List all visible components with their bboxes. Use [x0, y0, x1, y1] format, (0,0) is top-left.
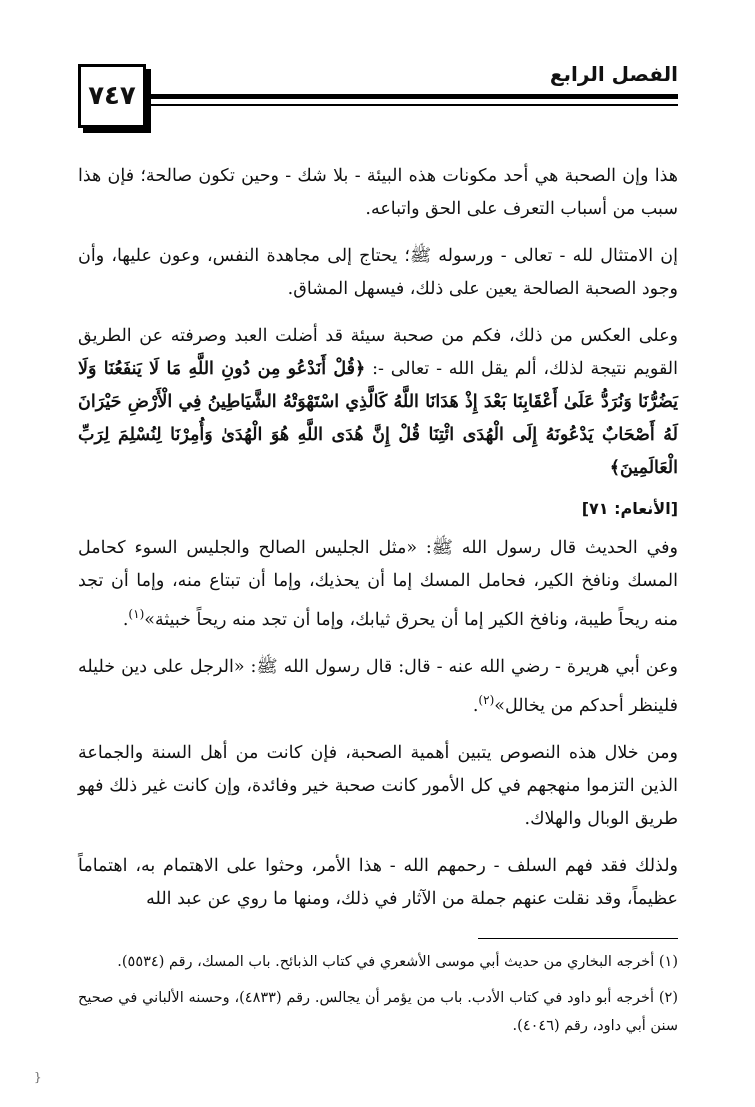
paragraph-4	[78, 532, 678, 637]
footnote-1: (١) أخرجه البخاري من حديث أبي موسى الأشعري في كتاب الذبائح. باب المسك، رقم (٥٥٣٤).	[117, 954, 678, 970]
margin-mark: }	[34, 1070, 42, 1084]
paragraph-5-text: وعن أبي هريرة - رضي الله عنه - قال: قال رسول الله ﷺ: «الرجل على دين خليله فلينظر أحدكم من يخالل»	[78, 656, 678, 716]
paragraph-5-end: .	[472, 695, 479, 716]
paragraph-7: ولذلك فقد فهم السلف - رحمهم الله - هذا الأمر، وحثوا على الاهتمام به، اهتماماً عظيماً، وقد نقلت عنهم جملة من الآثار في ذلك، ومنها ما روي عن عبد الله	[78, 855, 678, 909]
paragraph-5	[78, 651, 678, 723]
quran-reference: [الأنعام: ٧١]	[581, 499, 678, 518]
paragraph-6: ومن خلال هذه النصوص يتبين أهمية الصحبة، فإن كانت من أهل السنة والجماعة الذين التزموا منهجهم في كل الأمور كانت صحبة خير وفائدة، وإن كانت غير ذلك فهو طريق الوبال والهلاك.	[78, 742, 678, 829]
quran-verse: ﴿قُلْ أَنَدْعُو مِن دُونِ اللَّهِ مَا لَا يَنفَعُنَا وَلَا يَضُرُّنَا وَنُرَدُّ عَلَىٰ أَعْقَابِنَا بَعْدَ إِذْ هَدَانَا اللَّهُ كَالَّذِي اسْتَهْوَتْهُ الشَّيَاطِينُ فِي الْأَرْضِ حَيْرَانَ لَهُ أَصْحَابٌ يَدْعُونَهُ إِلَى الْهُدَى ائْتِنَا قُلْ إِنَّ هُدَى اللَّهِ هُوَ الْهُدَىٰ وَأُمِرْنَا لِنُسْلِمَ لِرَبِّ الْعَالَمِينَ﴾	[78, 359, 678, 478]
paragraph-3	[78, 320, 678, 485]
paragraph-4-text: وفي الحديث قال رسول الله ﷺ: «مثل الجليس الصالح والجليس السوء كحامل المسك ونافخ الكير، فحامل المسك إما أن يحذيك، وإما أن تبتاع منه، وإما أن تجد منه ريحاً طيبة، ونافخ الكير إما أن يحرق ثيابك، وإما أن تجد منه ريحاً خبيثة»	[78, 538, 678, 630]
paragraph-4-end: .	[122, 609, 129, 630]
footnote-separator	[478, 938, 678, 939]
page-header	[78, 58, 678, 133]
paragraph-2: إن الامتثال لله - تعالى - ورسوله ﷺ؛ يحتاج إلى مجاهدة النفس، وعون عليها، وأن وجود الصحبة الصالحة يعين على ذلك، فيسهل المشاق.	[78, 246, 678, 299]
header-rule-thin	[148, 104, 678, 106]
page-number: ٧٤٧	[78, 64, 146, 128]
paragraph-1: هذا وإن الصحبة هي أحد مكونات هذه البيئة - بلا شك - وحين تكون صالحة؛ فإن هذا سبب من أسباب التعرف على الحق واتباعه.	[78, 166, 678, 219]
footnotes	[78, 948, 678, 1048]
footnote-marker-2[interactable]: (٢)	[478, 692, 495, 707]
body-text	[78, 160, 678, 930]
chapter-title: الفصل الرابع	[549, 62, 678, 86]
header-rule-thick	[148, 94, 678, 99]
footnote-marker-1[interactable]: (١)	[128, 607, 145, 621]
paragraph-3-text: وعلى العكس من ذلك، فكم من صحبة سيئة قد أضلت العبد وصرفته عن الطريق القويم نتيجة لذلك، ألم يقل الله - تعالى -:	[78, 326, 678, 379]
footnote-2: (٢) أخرجه أبو داود في كتاب الأدب. باب من يؤمر أن يجالس. رقم (٤٨٣٣)، وحسنه الألباني في صحيح سنن أبي داود، رقم (٤٠٤٦).	[78, 990, 678, 1034]
